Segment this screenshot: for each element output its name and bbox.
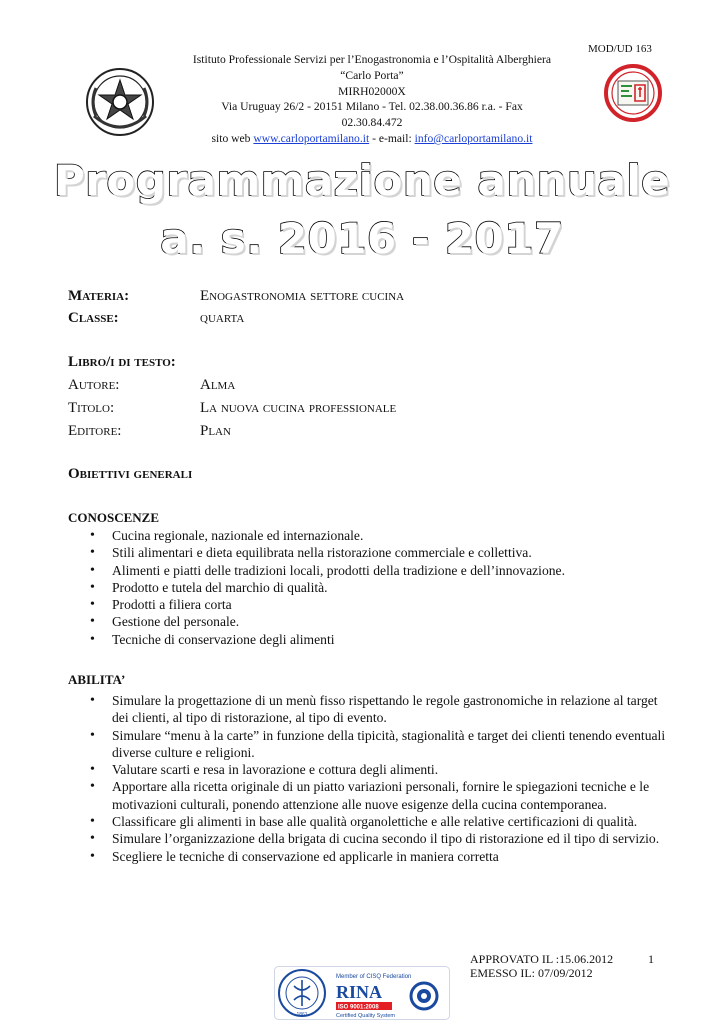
materia-label: Materia: <box>68 288 130 304</box>
knowledge-heading: CONOSCENZE <box>68 510 160 525</box>
general-objectives-heading: Obiettivi generali <box>68 466 193 482</box>
contact-line <box>180 131 564 147</box>
rina-cert: Certified Quality System <box>336 1013 395 1019</box>
title-label: Titolo: <box>68 400 115 416</box>
list-item: • Apportare alla ricetta originale di un piatto variazioni personali, fornire le spiegazioni tecniche e le motivazioni culturali, ponendo attenzione alle nuove esigenze della cucina contemporanea. <box>90 778 670 813</box>
knowledge-list <box>90 527 670 648</box>
author-value: Alma <box>200 377 236 393</box>
publisher-label: Editore: <box>68 423 122 439</box>
list-item: • Simulare la progettazione di un menù fisso rispettando le regole gastronomiche in relazione al target dei clienti, al tipo di ristorazione, al tipo di evento. <box>90 692 670 727</box>
rina-year: 1861 <box>296 1012 308 1018</box>
approval-date: APPROVATO IL :15.06.2012 <box>470 952 614 966</box>
institute-header <box>180 52 564 147</box>
classe-value: quarta <box>200 310 245 326</box>
website-link[interactable]: www.carloportamilano.it <box>253 131 370 145</box>
school-year-title: a. s. 2016 - 2017 <box>160 214 564 263</box>
institute-name: Istituto Professionale Servizi per l’Enogastronomia e l’Ospitalità Alberghiera <box>192 53 552 66</box>
module-code: MOD/UD 163 <box>588 43 652 55</box>
skills-heading: ABILITA’ <box>68 672 126 687</box>
list-item: • Scegliere le tecniche di conservazione ed applicarle in maniera corretta <box>90 848 670 865</box>
address-line: Via Uruguay 26/2 - 20151 Milano - Tel. 02.38.00.36.86 r.a. - Fax <box>221 100 523 114</box>
fax-number: 02.30.84.472 <box>341 116 403 130</box>
skills-list <box>90 692 670 865</box>
publisher-value: Plan <box>200 423 231 439</box>
list-item: • Valutare scarti e resa in lavorazione e cottura degli alimenti. <box>90 761 670 778</box>
document-title: Programmazione annuale <box>53 156 671 205</box>
list-item: • Prodotti a filiera corta <box>90 596 670 613</box>
rina-iso: ISO 9001:2008 <box>338 1004 379 1011</box>
title-value: La nuova cucina professionale <box>200 400 397 416</box>
list-item: • Simulare “menu à la carte” in funzione della tipicità, stagionalità e target dei clienti tenendo eventuali diverse culture e religioni. <box>90 727 670 762</box>
author-label: Autore: <box>68 377 120 393</box>
list-item: • Simulare l’organizzazione della brigata di cucina secondo il tipo di ristorazione ed il tipo di servizio. <box>90 830 670 847</box>
school-code: MIRH02000X <box>338 84 406 98</box>
rina-name: RINA <box>336 982 383 1002</box>
school-logo-icon <box>604 64 662 122</box>
site-label: sito web <box>211 131 251 145</box>
list-item: • Gestione del personale. <box>90 613 670 630</box>
email-link[interactable]: info@carloportamilano.it <box>414 131 533 145</box>
materia-value: Enogastronomia settore cucina <box>200 288 405 304</box>
list-item: • Alimenti e piatti delle tradizioni locali, prodotti della tradizione e dell’innovazione. <box>90 562 670 579</box>
school-name: “Carlo Porta” <box>340 68 404 82</box>
list-item: • Prodotto e tutela del marchio di qualità. <box>90 579 670 596</box>
rina-member-text: Member of CISQ Federation <box>336 974 412 980</box>
italian-republic-emblem-icon <box>84 66 156 138</box>
rina-certification-logo-icon <box>274 966 450 1020</box>
list-item: • Classificare gli alimenti in base alle qualità organolettiche e alle relative certificazioni di qualità. <box>90 813 670 830</box>
textbooks-label: Libro/i di testo: <box>68 354 176 370</box>
page-number: 1 <box>648 952 654 966</box>
issue-date: EMESSO IL: 07/09/2012 <box>470 966 593 980</box>
list-item: • Cucina regionale, nazionale ed internazionale. <box>90 527 670 544</box>
list-item: • Stili alimentari e dieta equilibrata nella ristorazione commerciale e collettiva. <box>90 544 670 561</box>
classe-label: Classe: <box>68 310 119 326</box>
email-label: - e-mail: <box>369 131 412 145</box>
list-item: • Tecniche di conservazione degli alimenti <box>90 631 670 648</box>
